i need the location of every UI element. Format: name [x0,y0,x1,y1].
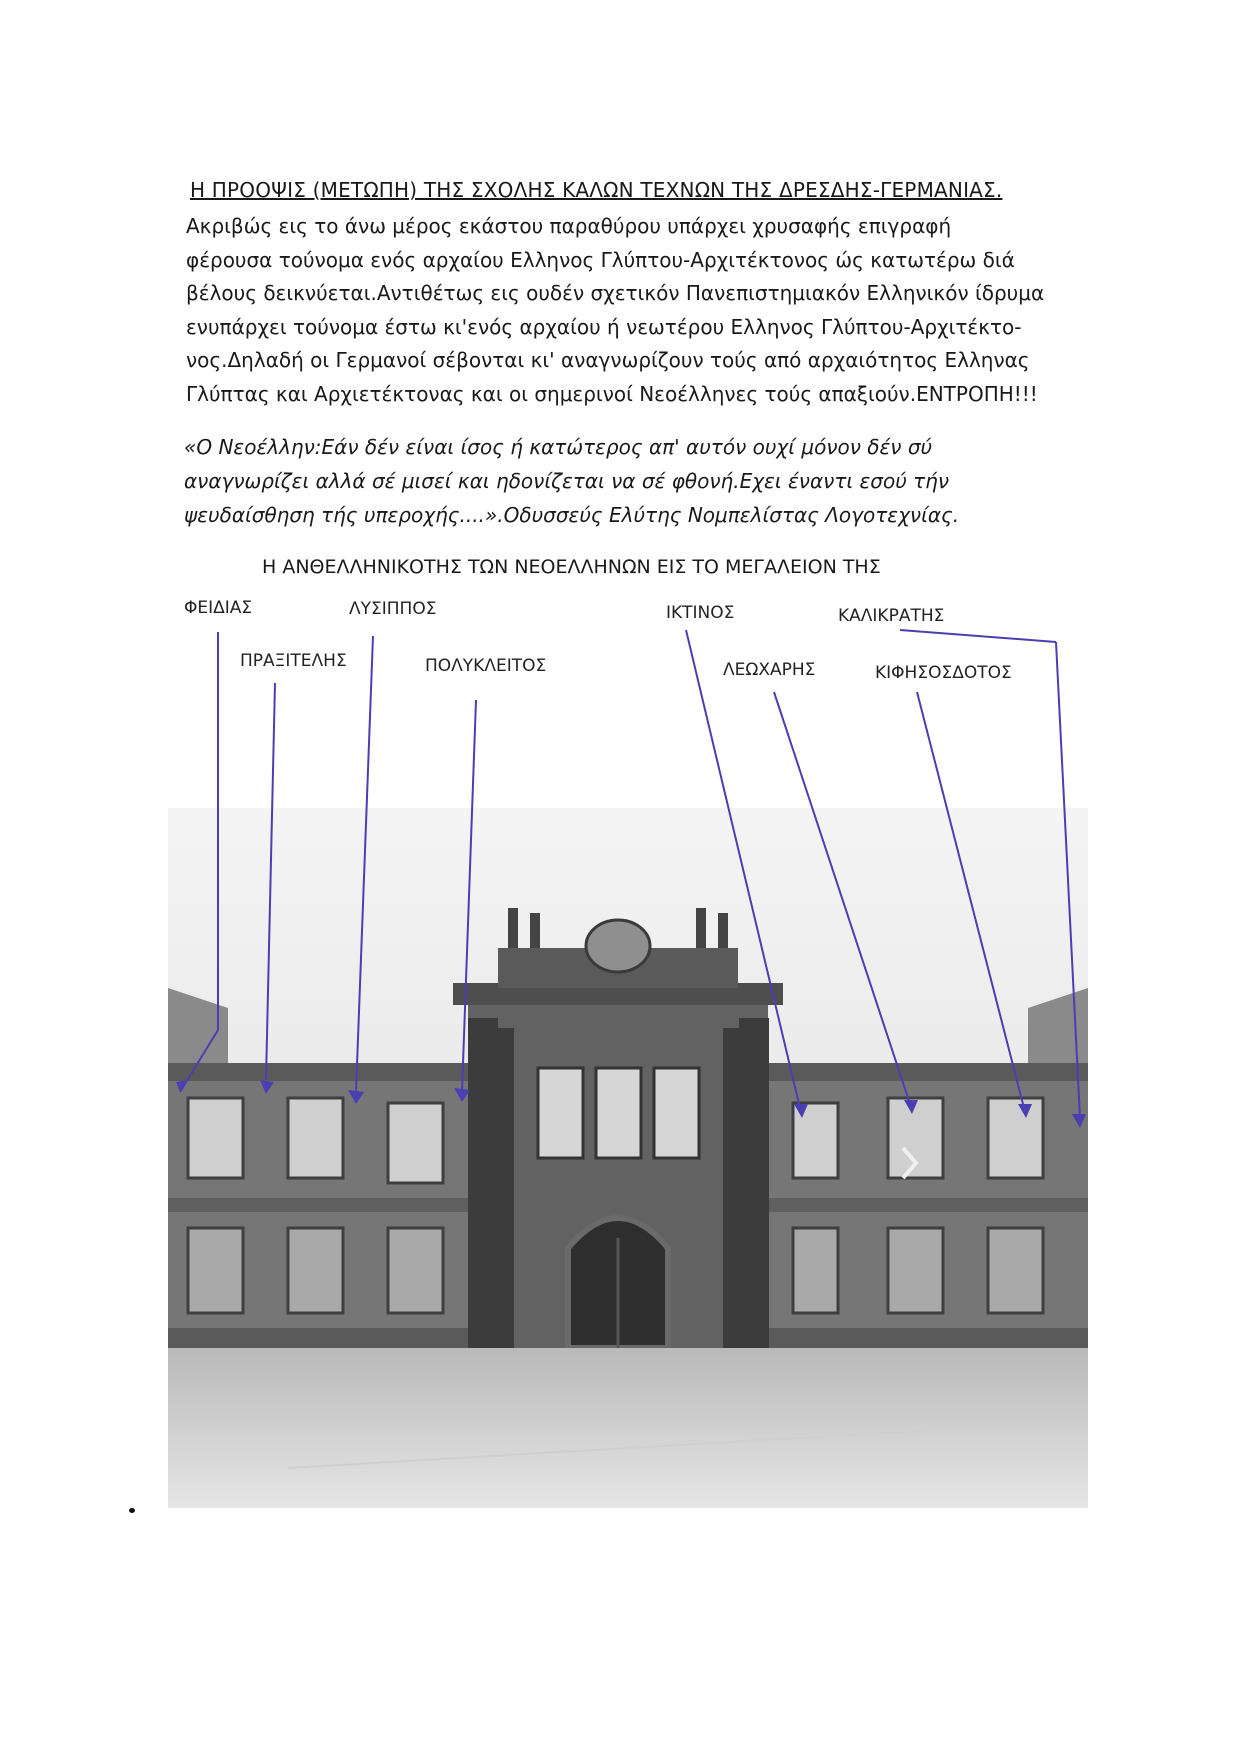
paragraph-line: φέρουσα τούνομα ενός αρχαίου Ελληνος Γλύπτου-Αρχιτέκτονος ώς κατωτέρω διά [186,247,1015,272]
label-polykleitos: ΠΟΛΥΚΛΕΙΤΟΣ [425,656,547,676]
arrow-kalikratis [900,630,1056,642]
elytis-quote [184,430,1064,532]
paragraph-line: Ακριβώς εις το άνω μέρος εκάστου παραθύρου υπάρχει χρυσαφής επιγραφή [186,214,952,238]
label-iktinos: ΙΚΤΙΝΟΣ [666,603,735,623]
label-lysippos: ΛΥΣΙΠΠΟΣ [349,599,437,619]
label-leocharis: ΛΕΩΧΑΡΗΣ [723,660,816,680]
label-kalikratis: ΚΑΛΙΚΡΑΤΗΣ [838,606,945,626]
paragraph-line: νος.Δηλαδή οι Γερμανοί σέβονται κι' αναγνωρίζουν τούς από αρχαιότητος Ελληνας [186,348,1030,372]
paragraph-line: βέλους δεικνύεται.Αντιθέτως εις ουδέν σχετικόν Πανεπιστημιακόν Ελληνικόν ίδρυμα [186,281,1045,305]
label-feidias: ΦΕΙΔΙΑΣ [184,598,253,618]
label-praxitelis: ΠΡΑΞΙΤΕΛΗΣ [240,651,347,671]
paragraph-line: Γλύπτας και Αρχιετέκτονας και οι σημερινοί Νεοέλληνες τούς απαξιούν.ΕΝΤΡΟΠΗ!!! [186,381,1038,406]
quote-line: ψευδαίσθηση τής υπεροχής....».Οδυσσεύς Ελύτης Νομπελίστας Λογοτεχνίας. [184,503,960,527]
academy-facade-photo [168,808,1088,1508]
label-kifisosdotos: ΚΙΦΗΣΟΣΔΟΤΟΣ [875,663,1012,683]
body-paragraph [186,210,1106,411]
ink-speck [129,1508,135,1513]
section-subtitle: Η ΑΝΘΕΛΛΗΝΙΚΟΤΗΣ ΤΩΝ ΝΕΟΕΛΛΗΝΩΝ ΕΙΣ ΤΟ ΜΕΓΑΛΕΙΟΝ ΤΗΣ [262,556,881,578]
quote-line: αναγνωρίζει αλλά σέ μισεί και ηδονίζεται να σέ φθονή.Εχει έναντι εσού τήν [184,469,950,493]
facade-illustration [168,808,1088,1508]
paragraph-line: ενυπάρχει τούνομα έστω κι'ενός αρχαίου ή νεωτέρου Ελληνος Γλύπτου-Αρχιτέκτο- [186,314,1022,339]
quote-line: «Ο Νεοέλλην:Εάν δέν είναι ίσος ή κατώτερος απ' αυτόν ουχί μόνον δέν σύ [184,435,933,459]
document-title: Η ΠΡΟΟΨΙΣ (ΜΕΤΩΠΗ) ΤΗΣ ΣΧΟΛΗΣ ΚΑΛΩΝ ΤΕΧΝΩΝ ΤΗΣ ΔΡΕΣΔΗΣ-ΓΕΡΜΑΝΙΑΣ. [190,178,1003,202]
